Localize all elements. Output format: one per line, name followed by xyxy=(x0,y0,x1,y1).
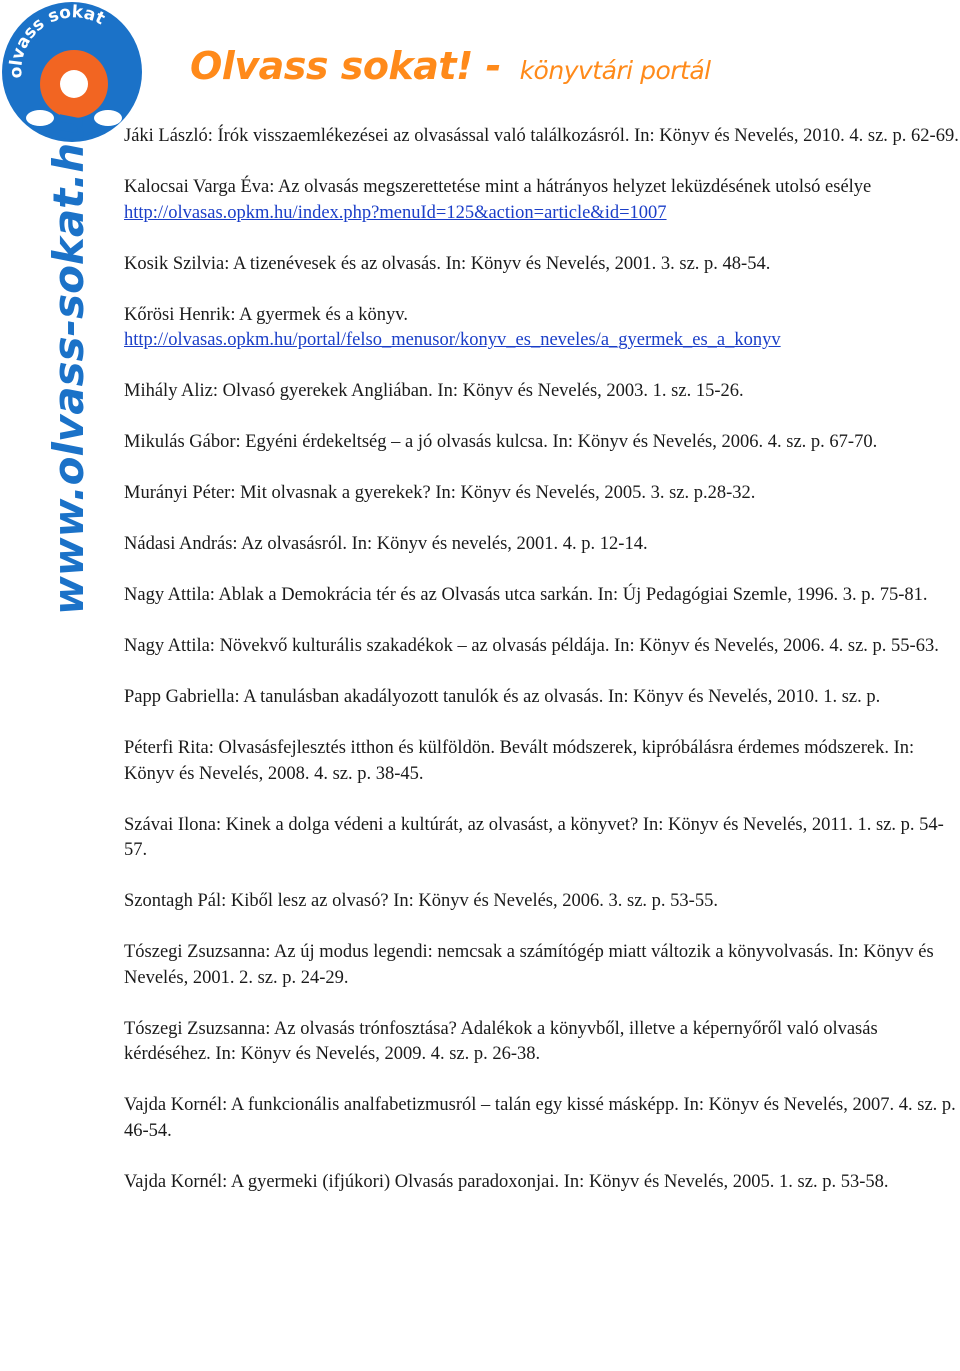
bibliography-entry xyxy=(124,124,960,150)
entry-text: Vajda Kornél: A gyermeki (ifjúkori) Olvasás paradoxonjai. In: Könyv és Nevelés, 2005. 1. sz. p. 53-58. xyxy=(124,1171,889,1192)
bibliography-entry xyxy=(124,1170,960,1196)
bibliography-entry xyxy=(124,430,960,456)
bibliography-entry xyxy=(124,481,960,507)
bibliography-entry xyxy=(124,1093,960,1144)
entry-text: Vajda Kornél: A funkcionális analfabetizmusról – talán egy kissé másképp. In: Könyv és Nevelés, 2007. 4. sz. p. 46-54. xyxy=(124,1095,956,1141)
entry-text: Nagy Attila: Ablak a Demokrácia tér és az Olvasás utca sarkán. In: Új Pedagógiai Szemle, 1996. 3. p. 75-81. xyxy=(124,585,928,605)
bibliography-entry xyxy=(124,252,960,278)
bibliography-entry xyxy=(124,583,960,609)
bibliography-entry xyxy=(124,813,960,864)
vertical-site-url: www.olvass-sokat.hu xyxy=(44,112,93,615)
bibliography-entry xyxy=(124,889,960,915)
bibliography-entry xyxy=(124,175,960,226)
portal-title-separator: - xyxy=(472,44,514,88)
entry-text: Szávai Ilona: Kinek a dolga védeni a kultúrát, az olvasást, a könyvet? In: Könyv és Nevelés, 2011. 1. sz. p. 54-57. xyxy=(124,814,944,860)
bibliography-entry xyxy=(124,379,960,405)
logo-text: olvass sokat xyxy=(6,2,108,79)
bibliography-entry xyxy=(124,940,960,991)
bibliography-entry xyxy=(124,532,960,558)
entry-text: Kosik Szilvia: A tizenévesek és az olvasás. In: Könyv és Nevelés, 2001. 3. sz. p. 48-54. xyxy=(124,253,771,274)
entry-text: Tószegi Zsuzsanna: Az új modus legendi: nemcsak a számítógép miatt változik a könyvolvasás. In: Könyv és Nevelés, 2001. 2. sz. p. 24-29. xyxy=(124,942,934,988)
portal-subtitle: könyvtári portál xyxy=(519,56,711,85)
bibliography-entry xyxy=(124,303,960,354)
entry-text: Murányi Péter: Mit olvasnak a gyerekek? In: Könyv és Nevelés, 2005. 3. sz. p.28-32. xyxy=(124,483,756,503)
entry-link[interactable]: http://olvasas.opkm.hu/portal/felso_menusor/konyv_es_neveles/a_gyermek_es_a_konyv xyxy=(124,330,781,350)
bibliography-list xyxy=(124,124,960,1221)
entry-text: Tószegi Zsuzsanna: Az olvasás trónfosztása? Adalékok a könyvből, illetve a képernyőről való olvasás kérdéséhez. In: Könyv és Nevelés, 2009. 4. sz. p. 26-38. xyxy=(124,1018,878,1064)
entry-text: Papp Gabriella: A tanulásban akadályozott tanulók és az olvasás. In: Könyv és Nevelés, 2010. 1. sz. p. xyxy=(124,687,881,707)
entry-text: Kalocsai Varga Éva: Az olvasás megszerettetése mint a hátrányos helyzet leküzdésének utolsó esélye xyxy=(124,177,872,197)
entry-text: Nádasi András: Az olvasásról. In: Könyv és nevelés, 2001. 4. p. 12-14. xyxy=(124,534,648,554)
entry-text: Péterfi Rita: Olvasásfejlesztés itthon és külföldön. Bevált módszerek, kipróbálásra érdemes módszerek. In: Könyv és Nevelés, 2008. 4. sz. p. 38-45. xyxy=(124,738,915,784)
entry-text: Kőrösi Henrik: A gyermek és a könyv. xyxy=(124,304,408,325)
portal-title xyxy=(190,44,711,88)
bibliography-entry xyxy=(124,1017,960,1068)
entry-text: Mihály Aliz: Olvasó gyerekek Angliában. In: Könyv és Nevelés, 2003. 1. sz. 15-26. xyxy=(124,381,744,401)
bibliography-entry xyxy=(124,634,960,660)
portal-title-main: Olvass sokat! xyxy=(190,44,473,88)
entry-text: Jáki László: Írók visszaemlékezései az olvasással való találkozásról. In: Könyv és Nevelés, 2010. 4. sz. p. 62-69. xyxy=(124,126,959,146)
entry-text: Nagy Attila: Növekvő kulturális szakadékok – az olvasás példája. In: Könyv és Nevelés, 2006. 4. sz. p. 55-63. xyxy=(124,636,939,656)
entry-link[interactable]: http://olvasas.opkm.hu/index.php?menuId=125&action=article&id=1007 xyxy=(124,202,667,223)
entry-text: Szontagh Pál: Kiből lesz az olvasó? In: Könyv és Nevelés, 2006. 3. sz. p. 53-55. xyxy=(124,891,718,911)
bibliography-entry xyxy=(124,685,960,711)
entry-text: Mikulás Gábor: Egyéni érdekeltség – a jó olvasás kulcsa. In: Könyv és Nevelés, 2006. 4. sz. p. 67-70. xyxy=(124,432,878,452)
bibliography-entry xyxy=(124,736,960,787)
